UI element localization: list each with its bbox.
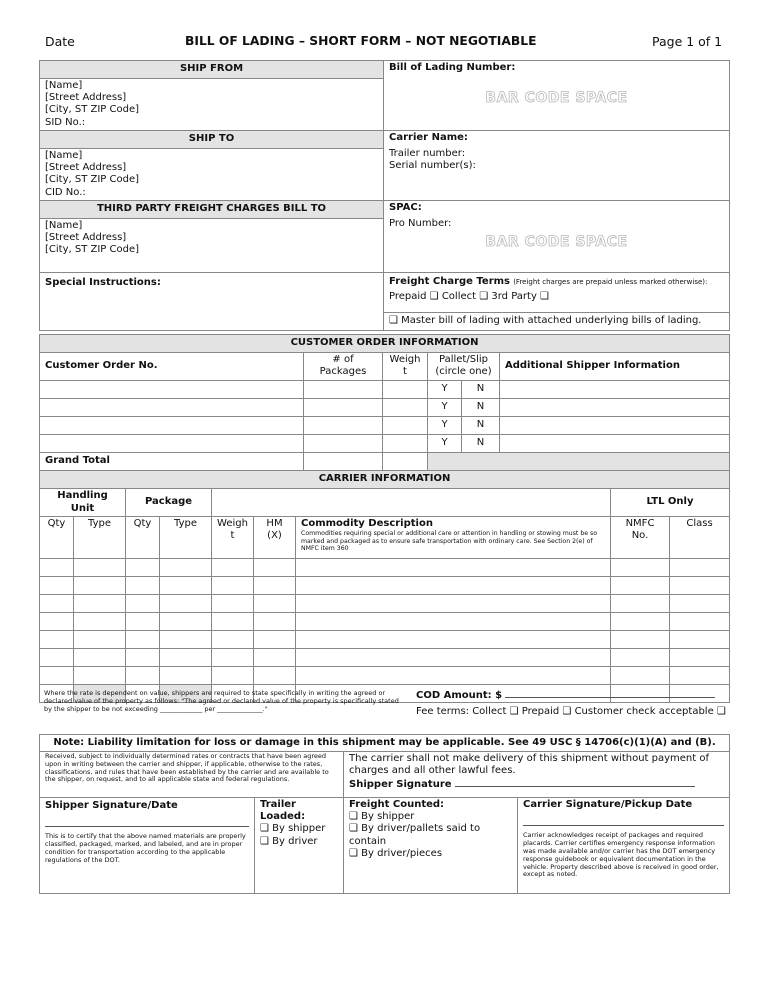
carrier-certification: Carrier acknowledges receipt of packages and required placards. Carrier certifies emergency response information was made available and/or carrier has the DOT emergency response guidebook or equivalent documentation in the vehicle. Property described above is received in good order, except as noted. [523,831,719,879]
class-header: Class [670,517,730,559]
carrier-cell[interactable] [384,131,730,201]
shipper-signature-date-title: Shipper Signature/Date [45,800,178,811]
freight-terms-cell [384,273,730,313]
ltl-only-header: LTL Only [611,489,730,517]
carrier-signature-cell[interactable] [518,798,730,894]
ship-to-heading: SHIP TO [40,131,384,149]
freight-terms-note: (Freight charges are prepaid unless marked otherwise): [513,278,708,286]
carrier-header-blank [212,489,611,517]
customer-order-heading: CUSTOMER ORDER INFORMATION [40,335,730,353]
third-party-heading: THIRD PARTY FREIGHT CHARGES BILL TO [40,201,384,219]
date-label: Date [45,34,75,49]
liability-note: Note: Liability limitation for loss or damage in this shipment may be applicable. See 49 USC § 14706(c)(1)(A) and (B). [40,735,730,752]
shipping-parties-table [39,60,730,331]
trailer-by-shipper[interactable]: ❑ By shipper [260,823,326,835]
ship-to-name: [Name] [45,150,83,161]
bol-barcode-space: BAR CODE SPACE [485,90,628,107]
grand-total-weight[interactable] [383,453,428,471]
carrier-signature-title: Carrier Signature/Pickup Date [523,799,693,810]
received-terms: Received, subject to individually determined rates or contracts that have been agreed upon in writing between the carrier and shipper, if applicable, otherwise to the rates, classifications, and rules that have been established by the carrier and are available to the shipper, on request, and to all applicable state and federal regulations. [40,752,344,798]
pkg-type-header: Type [160,517,212,559]
packages-header: # of Packages [304,353,383,381]
weight-cell[interactable] [383,399,428,417]
commodity-header [296,517,611,559]
pallet-no[interactable]: N [462,417,500,435]
ship-to-cid: CID No.: [45,186,86,198]
weight-header: Weigh t [212,517,254,559]
grand-total-packages[interactable] [304,453,383,471]
ship-to-city: [City, ST ZIP Code] [45,174,140,186]
cod-amount-field[interactable] [505,697,715,698]
packages-cell[interactable] [304,435,383,453]
value-declaration-note: Where the rate is dependent on value, shippers are required to state specifically in writing the agreed or declared value of the property as follows: "The agreed or declared value of the property is specifically stated by the shipper to be not exceeding _____________ per ______________." [44,689,399,713]
ship-from-address[interactable] [40,79,384,131]
order-no-cell[interactable] [40,417,304,435]
cod-amount-label: COD Amount: $ [416,690,503,701]
additional-info-cell[interactable] [500,417,730,435]
third-party-address[interactable] [40,219,384,273]
spac-barcode-space: BAR CODE SPACE [485,234,628,251]
freight-by-driver-pieces[interactable]: ❑ By driver/pieces [349,847,443,859]
trailer-loaded-title: Trailer Loaded: [260,799,306,823]
third-party-name: [Name] [45,220,83,231]
shipper-signature-cell[interactable] [40,798,255,894]
freight-terms-title: Freight Charge Terms [389,276,511,287]
additional-info-cell[interactable] [500,381,730,399]
bol-number-cell[interactable] [384,61,730,131]
freight-terms-options[interactable]: Prepaid ❑ Collect ❑ 3rd Party ❑ [389,291,549,303]
shipper-signature-line[interactable] [45,826,249,827]
trailer-loaded-cell [255,798,344,894]
carrier-info-heading: CARRIER INFORMATION [40,471,730,489]
freight-by-driver-pallets[interactable]: ❑ By driver/pallets said to contain [349,823,481,847]
handling-unit-header: Handling Unit [40,489,126,517]
ship-from-city: [City, ST ZIP Code] [45,104,140,116]
table-row[interactable] [40,577,730,595]
ship-from-name: [Name] [45,80,83,91]
carrier-delivery-text: The carrier shall not make delivery of this shipment without payment of charges and all other lawful fees. [349,753,709,777]
order-no-cell[interactable] [40,381,304,399]
pallet-no[interactable]: N [462,381,500,399]
spac-cell[interactable] [384,201,730,273]
ship-from-street: [Street Address] [45,92,127,104]
fee-terms[interactable]: Fee terms: Collect ❑ Prepaid ❑ Customer check acceptable ❑ [416,706,726,717]
signature-table [39,734,730,894]
shipper-certification: This is to certify that the above named materials are properly classified, packaged, marked, and labeled, and are in proper condition for transportation according to the applicable regulations of the DOT. [45,832,246,864]
page-title: BILL OF LADING – SHORT FORM – NOT NEGOTIABLE [185,34,537,48]
packages-cell[interactable] [304,399,383,417]
weight-cell[interactable] [383,435,428,453]
weight-cell[interactable] [383,417,428,435]
table-row[interactable] [40,631,730,649]
customer-order-no-header: Customer Order No. [40,353,304,381]
table-row[interactable] [40,613,730,631]
freight-by-shipper[interactable]: ❑ By shipper [349,811,415,823]
customer-order-table [39,334,730,471]
commodity-title: Commodity Description [301,518,433,529]
table-row[interactable] [40,595,730,613]
page-number: Page 1 of 1 [652,34,723,49]
table-row [40,417,730,435]
pallet-yes[interactable]: Y [428,381,462,399]
special-instructions[interactable]: Special Instructions: [40,273,384,331]
packages-cell[interactable] [304,417,383,435]
cod-section [416,690,726,719]
pro-number-label: Pro Number: [389,218,452,230]
table-row[interactable] [40,559,730,577]
packages-cell[interactable] [304,381,383,399]
hm-header: HM (X) [254,517,296,559]
carrier-signature-line[interactable] [523,825,724,826]
weight-header: Weigh t [383,353,428,381]
third-party-city: [City, ST ZIP Code] [45,244,140,256]
package-header: Package [126,489,212,517]
hu-type-header: Type [74,517,126,559]
table-row [40,435,730,453]
order-no-cell[interactable] [40,435,304,453]
carrier-info-table [39,470,730,703]
additional-info-cell[interactable] [500,435,730,453]
weight-cell[interactable] [383,381,428,399]
freight-counted-title: Freight Counted: [349,799,445,810]
carrier-delivery-cell [344,752,730,798]
pallet-yes[interactable]: Y [428,399,462,417]
shipper-signature-label: Shipper Signature [349,779,452,791]
bol-number-label: Bill of Lading Number: [389,62,516,73]
carrier-name-label: Carrier Name: [389,132,468,143]
trailer-number-label: Trailer number: [389,148,466,160]
commodity-note: Commodities requiring special or additional care or attention in handling or stowing must be so marked and packaged as to ensure safe transportation with ordinary care. See Section 2(e) of NMFC item 360 [301,530,598,553]
pallet-no[interactable]: N [462,399,500,417]
spac-label: SPAC: [389,202,422,213]
ship-from-sid: SID No.: [45,116,86,128]
grand-total-filler [428,453,730,471]
ship-to-address[interactable] [40,149,384,201]
serial-number-label: Serial number(s): [389,160,476,172]
trailer-by-driver[interactable]: ❑ By driver [260,835,318,847]
additional-info-cell[interactable] [500,399,730,417]
table-row[interactable] [40,649,730,667]
pallet-yes[interactable]: Y [428,417,462,435]
freight-counted-cell [344,798,518,894]
pkg-qty-header: Qty [126,517,160,559]
ship-to-street: [Street Address] [45,162,127,174]
shipper-signature-field[interactable] [455,786,695,787]
third-party-street: [Street Address] [45,232,127,244]
pallet-no[interactable]: N [462,435,500,453]
table-row[interactable] [40,667,730,685]
order-no-cell[interactable] [40,399,304,417]
table-row [40,399,730,417]
pallet-slip-header: Pallet/Slip (circle one) [428,353,500,381]
master-bol-checkbox[interactable]: ❑ Master bill of lading with attached underlying bills of lading. [384,313,730,331]
additional-info-header: Additional Shipper Information [500,353,730,381]
nmfc-header: NMFC No. [611,517,670,559]
grand-total-label: Grand Total [40,453,304,471]
table-row [40,381,730,399]
ship-from-heading: SHIP FROM [40,61,384,79]
hu-qty-header: Qty [40,517,74,559]
pallet-yes[interactable]: Y [428,435,462,453]
